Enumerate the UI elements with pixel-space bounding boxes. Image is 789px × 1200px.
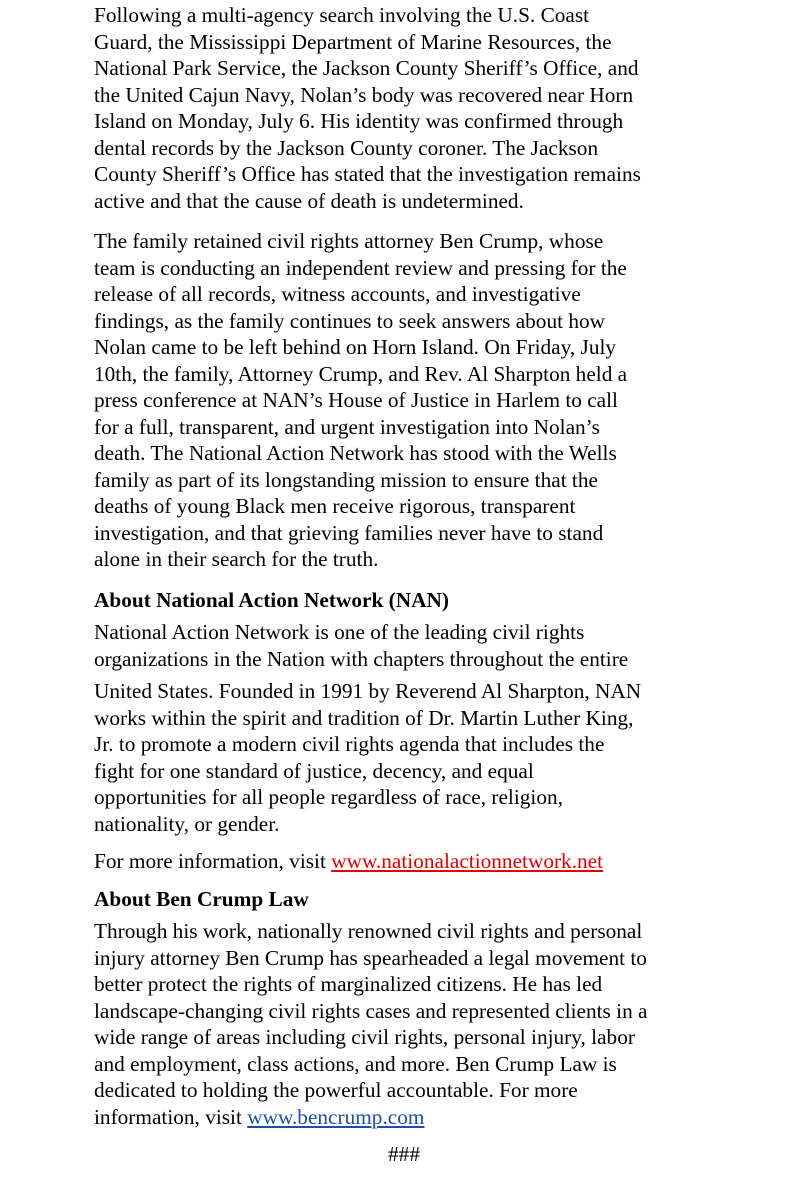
family-line: team is conducting an independent review and pressing for the [94,255,627,280]
family-line: for a full, transparent, and urgent investigation into Nolan’s [94,414,600,439]
about-crump-line: Through his work, nationally renowned civil rights and personal [94,919,643,943]
about-nan-line: Jr. to promote a modern civil rights agenda that includes the [94,732,605,756]
family-line: press conference at NAN’s House of Justice in Harlem to call [94,388,618,412]
about-nan-line: organizations in the Nation with chapters throughout the entire [94,646,629,671]
recovery-line: active and that the cause of death is undetermined. [94,188,524,213]
about-nan-line: nationality, or gender. [94,811,280,836]
about-nan-line: works within the spirit and tradition of Dr. Martin Luther King, [94,705,634,730]
family-line: deaths of young Black men receive rigorous, transparent [94,494,576,518]
family-line: family as part of its longstanding mission to ensure that the [94,467,598,492]
recovery-line: the United Cajun Navy, Nolan’s body was recovered near Horn [94,82,634,107]
about-crump-line: injury attorney Ben Crump has spearheaded a legal movement to [94,945,647,970]
end-mark: ### [388,1142,420,1166]
nan-more-info-prefix: For more information, visit [94,849,332,873]
about-nan-line: National Action Network is one of the leading civil rights [94,620,585,644]
family-paragraph [94,228,714,573]
family-line: 10th, the family, Attorney Crump, and Rev. Al Sharpton held a [94,361,628,386]
about-nan-line: fight for one standard of justice, decency, and equal [94,758,534,783]
about-nan-heading: About National Action Network (NAN) [94,587,449,612]
family-line: death. The National Action Network has stood with the Wells [94,441,617,465]
about-crump-line: wide range of areas including civil rights, personal injury, labor [94,1025,635,1049]
about-nan-paragraph [94,619,714,837]
about-crump-line: dedicated to holding the powerful accountable. For more [94,1078,578,1102]
recovery-paragraph [94,2,714,214]
about-crump-line: landscape-changing civil rights cases and represented clients in a [94,998,648,1023]
nan-more-info [94,848,714,875]
recovery-line: Following a multi-agency search involving the U.S. Coast [94,3,590,27]
family-line: release of all records, witness accounts, and investigative [94,282,581,306]
recovery-line: Guard, the Mississippi Department of Marine Resources, the [94,29,612,54]
nan-website-link[interactable]: www.nationalactionnetwork.net [331,849,604,873]
about-nan-line: opportunities for all people regardless of race, religion, [94,785,563,809]
press-release-page [94,2,714,1168]
about-crump-heading: About Ben Crump Law [94,886,309,911]
recovery-line: National Park Service, the Jackson County Sheriff’s Office, and [94,56,639,80]
crump-more-info-prefix: information, visit [94,1104,248,1129]
family-line: alone in their search for the truth. [94,547,379,571]
about-crump-paragraph [94,918,714,1130]
about-crump-line: better protect the rights of marginalized citizens. He has led [94,972,603,996]
family-line: The family retained civil rights attorney Ben Crump, whose [94,229,604,253]
bencrump-website-link[interactable]: www.bencrump.com [247,1104,425,1129]
family-line: Nolan came to be left behind on Horn Island. On Friday, July [94,335,617,359]
recovery-line: County Sheriff’s Office has stated that the investigation remains [94,162,641,186]
family-line: findings, as the family continues to seek answers about how [94,308,606,333]
recovery-line: dental records by the Jackson County coroner. The Jackson [94,135,599,160]
about-crump-line: and employment, class actions, and more. Ben Crump Law is [94,1051,617,1076]
family-line: investigation, and that grieving families never have to stand [94,520,604,545]
about-crump-last-line [94,1104,714,1131]
about-nan-line: United States. Founded in 1991 by Reverend Al Sharpton, NAN [94,679,642,703]
recovery-line: Island on Monday, July 6. His identity was confirmed through [94,109,624,133]
